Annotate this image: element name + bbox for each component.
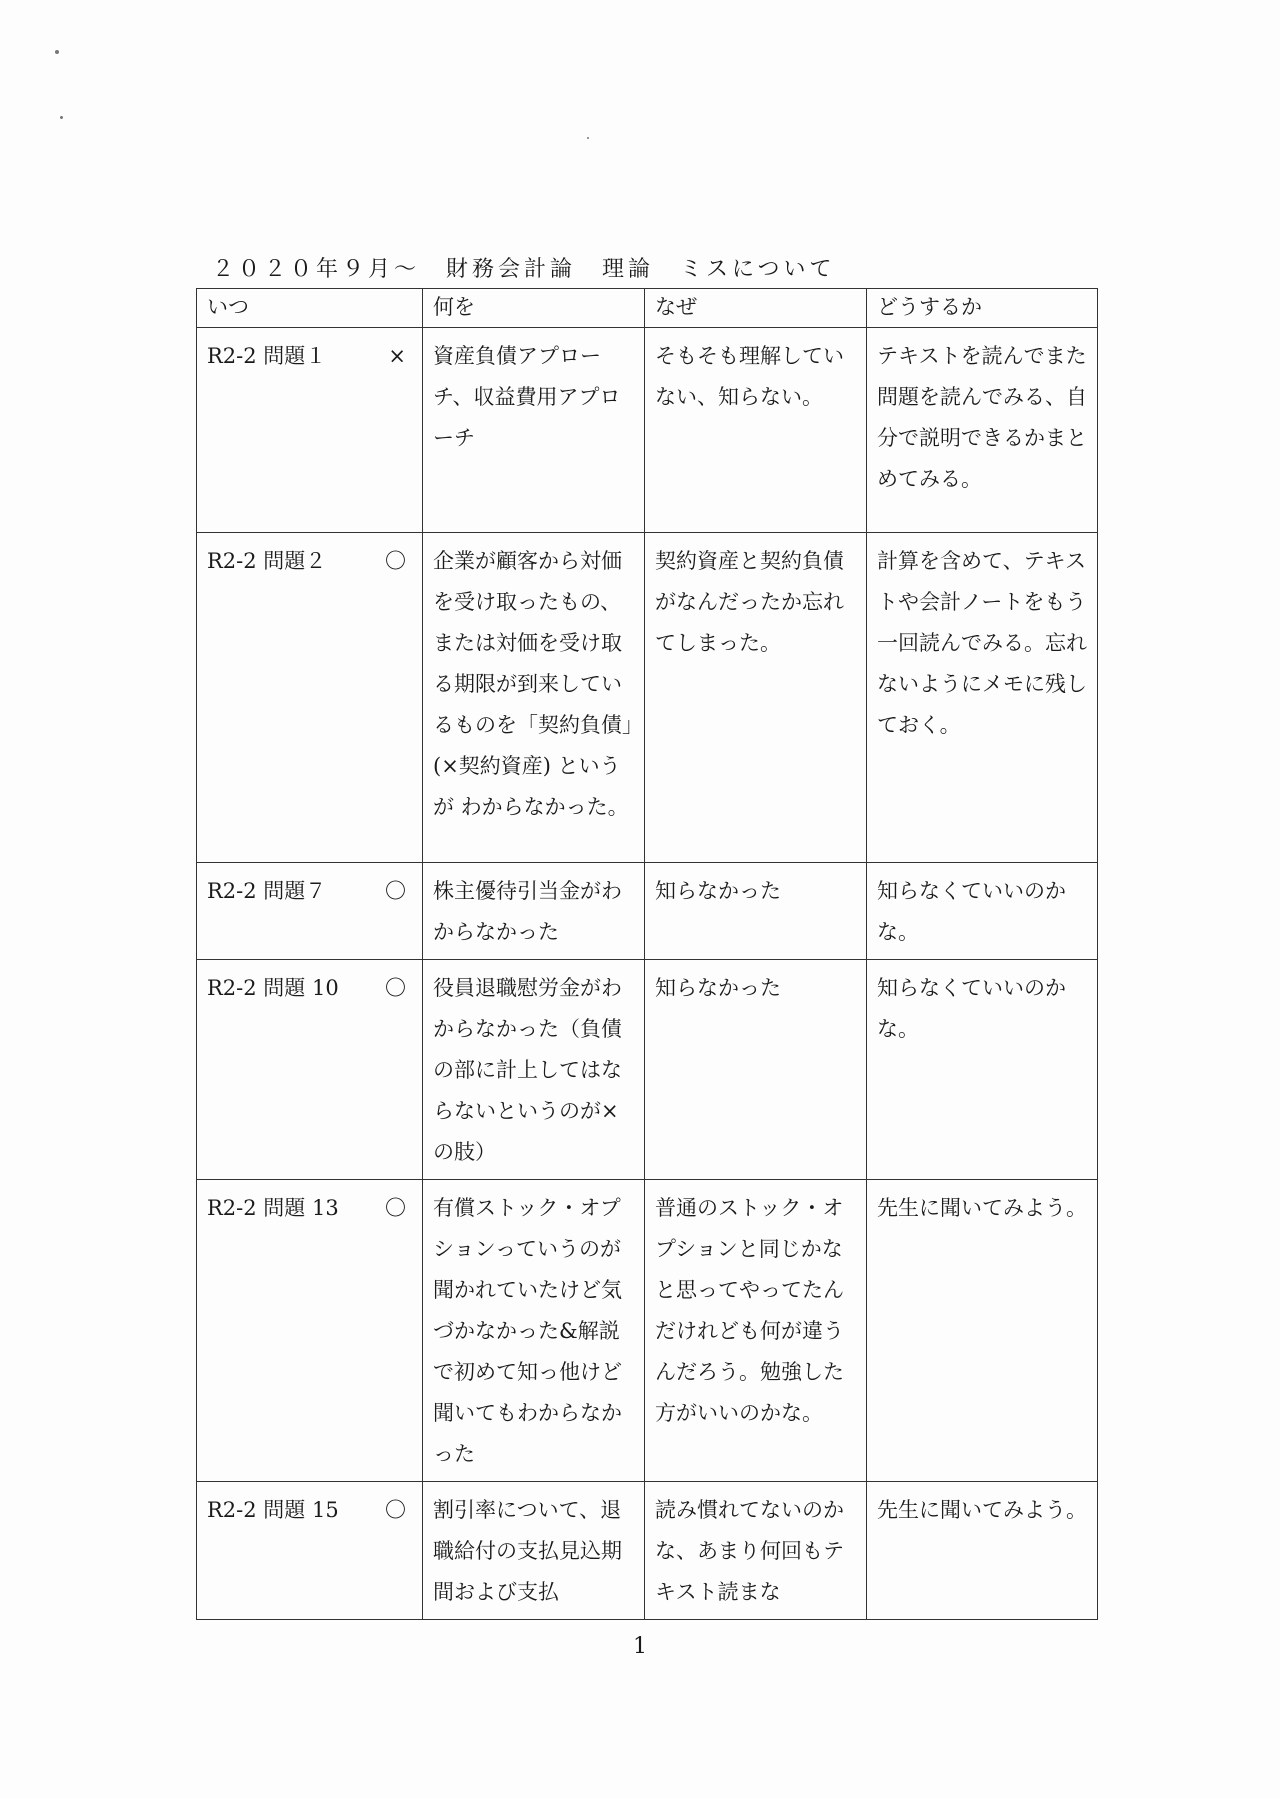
- result-mark: 〇: [385, 879, 406, 903]
- result-mark: 〇: [385, 1196, 406, 1220]
- header-action: どうするか: [867, 289, 1098, 328]
- cell-action: 知らなくていいのかな。: [867, 960, 1098, 1180]
- result-mark: 〇: [385, 976, 406, 1000]
- table-header-row: [197, 289, 1098, 328]
- when-label: R2-2 問題 10: [207, 976, 339, 1000]
- result-mark: 〇: [385, 1498, 406, 1522]
- cell-what: 資産負債アプローチ、収益費用アプローチ: [423, 328, 645, 533]
- when-label: R2-2 問題２: [207, 549, 327, 573]
- cell-when: [197, 533, 423, 863]
- cell-what: 企業が顧客から対価を受け取ったもの、または対価を受け取る期限が到来しているものを「契約負債」(×契約資産) という が わからなかった。: [423, 533, 645, 863]
- result-mark: 〇: [385, 549, 406, 573]
- cell-when: [197, 328, 423, 533]
- mistakes-table: [196, 288, 1098, 1620]
- cell-why: そもそも理解していない、知らない。: [645, 328, 867, 533]
- document-title: ２０２０年９月～ 財務会計論 理論 ミスについて: [212, 257, 836, 282]
- cell-action: テキストを読んでまた問題を読んでみる、自分で説明できるかまとめてみる。: [867, 328, 1098, 533]
- cell-what: 株主優待引当金がわからなかった: [423, 863, 645, 960]
- cell-why: 知らなかった: [645, 863, 867, 960]
- scan-speck: [55, 50, 59, 54]
- cell-action: 計算を含めて、テキストや会計ノートをもう一回読んでみる。忘れないようにメモに残しておく。: [867, 533, 1098, 863]
- when-label: R2-2 問題 15: [207, 1498, 339, 1522]
- table-row: [197, 328, 1098, 533]
- when-label: R2-2 問題 13: [207, 1196, 339, 1220]
- cell-when: [197, 960, 423, 1180]
- header-what: 何を: [423, 289, 645, 328]
- table-row: [197, 533, 1098, 863]
- table-row: [197, 863, 1098, 960]
- cell-action: 先生に聞いてみよう。: [867, 1482, 1098, 1620]
- when-label: R2-2 問題７: [207, 879, 327, 903]
- cell-when: [197, 863, 423, 960]
- cell-what: 有償ストック・オプションっていうのが聞かれていたけど気づかなかった&解説で初めて知っ他けど聞いてもわからなかった: [423, 1180, 645, 1482]
- cell-when: [197, 1180, 423, 1482]
- table-row: [197, 960, 1098, 1180]
- header-when: いつ: [197, 289, 423, 328]
- table-row: [197, 1180, 1098, 1482]
- cell-why: 読み慣れてないのかな、あまり何回もテキスト読まな: [645, 1482, 867, 1620]
- header-why: なぜ: [645, 289, 867, 328]
- cell-why: 普通のストック・オプションと同じかなと思ってやってたんだけれども何が違うんだろう。勉強した方がいいのかな。: [645, 1180, 867, 1482]
- result-mark: ×: [388, 344, 406, 368]
- cell-action: 先生に聞いてみよう。: [867, 1180, 1098, 1482]
- table-row: [197, 1482, 1098, 1620]
- cell-what: 割引率について、退職給付の支払見込期間および支払: [423, 1482, 645, 1620]
- cell-action: 知らなくていいのかな。: [867, 863, 1098, 960]
- cell-what: 役員退職慰労金がわからなかった（負債の部に計上してはならないというのが×の肢）: [423, 960, 645, 1180]
- cell-why: 契約資産と契約負債がなんだったか忘れてしまった。: [645, 533, 867, 863]
- page-number: 1: [633, 1634, 647, 1659]
- scan-speck: [587, 137, 589, 139]
- cell-when: [197, 1482, 423, 1620]
- when-label: R2-2 問題１: [207, 344, 327, 368]
- scan-speck: [60, 116, 63, 119]
- cell-why: 知らなかった: [645, 960, 867, 1180]
